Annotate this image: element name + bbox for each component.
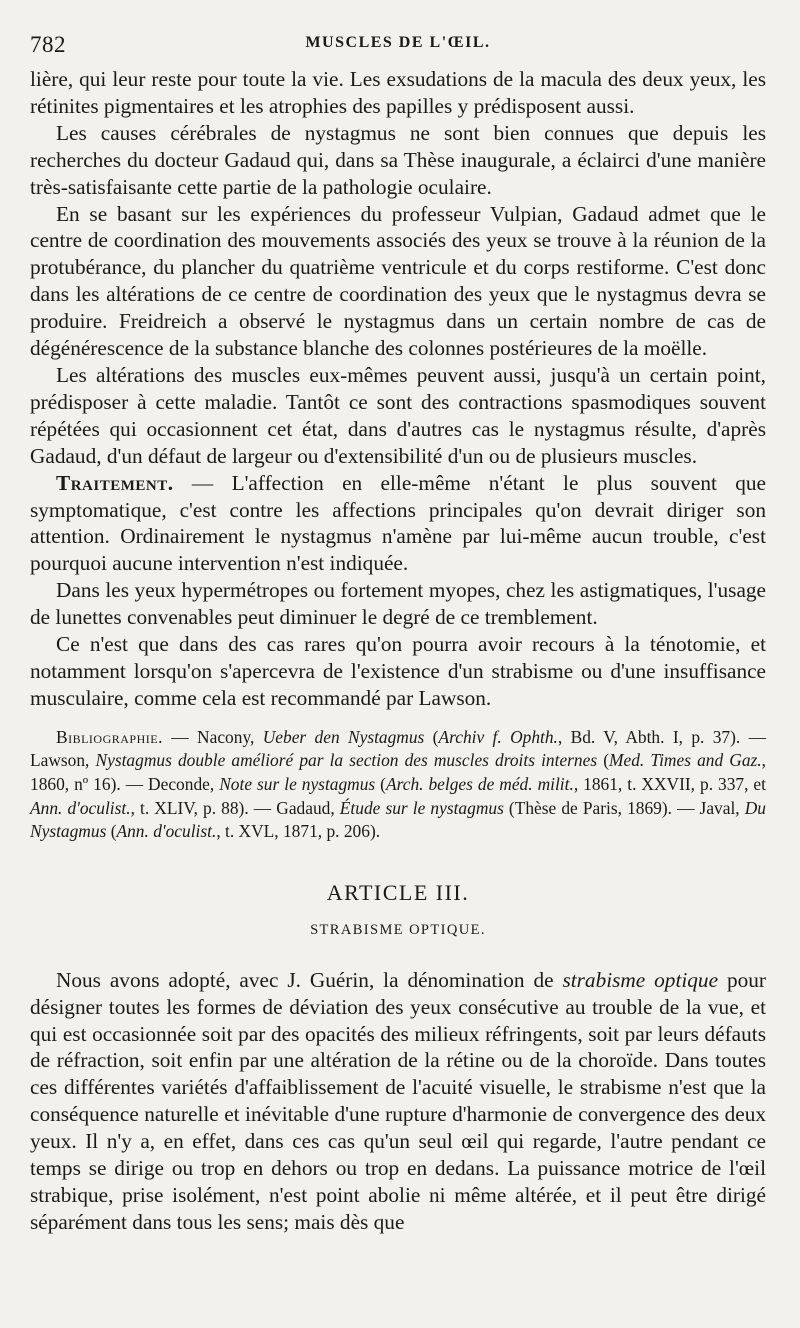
paragraph: lière, qui leur reste pour toute la vie. Les exsudations de la macula des deux yeux, les rétinites pigmentaires et les atrophies des papilles y prédisposent aussi.	[30, 67, 766, 118]
paragraph-text: pour désigner toutes les formes de déviation des yeux consécutive au trouble de la vue, et qui est occasionnée soit par des opacités des milieux réfringents, soit par leurs défauts de réfraction, soit enfin par une altération de la rétine ou de la choroïde. Dans toutes ces différentes variétés d'affaiblissement de l'acuité visuelle, le strabisme n'est que la conséquence naturelle et inévitable d'une rupture d'harmonie de convergence des deux yeux. Il n'y a, en effet, dans ces cas qu'un seul œil qui regarde, l'autre pendant ce temps se dirige ou trop en dehors ou trop en dedans. La puissance motrice de l'œil strabique, prise isolément, n'est point abolie ni même altérée, et il peut être dirigé séparément dans tous les sens; mais dès que	[30, 967, 766, 1234]
bib-segment: (	[597, 750, 610, 771]
page-number: 782	[30, 32, 66, 57]
paragraph: En se basant sur les expériences du professeur Vulpian, Gadaud admet que le centre de coordination des mouvements associés des yeux se trouve à la réunion de la protubérance, du plancher du quatrième ventricule et du corps restiforme. C'est donc dans les altérations de ce centre de coordination des yeux que le nystagmus devra se produire. Freidreich a observé le nystagmus dans un certain nombre de cas de dégénérescence de la substance blanche des colonnes postérieures de la moëlle.	[30, 201, 766, 361]
paragraph	[30, 470, 766, 578]
paragraph: Les causes cérébrales de nystagmus ne sont bien connues que depuis les recherches du docteur Gadaud qui, dans sa Thèse inaugurale, a éclairci d'une manière très-satisfaisante cette partie de la pathologie oculaire.	[30, 120, 766, 199]
bib-segment: (	[375, 773, 386, 794]
bib-title: Note sur le nystagmus	[219, 773, 376, 794]
page-header	[30, 26, 766, 66]
main-text	[30, 66, 766, 712]
bibliography	[30, 726, 766, 844]
running-title: MUSCLES DE L'ŒIL.	[305, 34, 491, 51]
paragraph: Les altérations des muscles eux-mêmes peuvent aussi, jusqu'à un certain point, prédisposer à cette maladie. Tantôt ce sont des contractions spasmodiques souvent répétées qui occasionnent cet état, dans d'autres cas le nystagmus résulte, d'après Gadaud, d'un défaut de largeur ou d'extensibilité d'un ou de plusieurs muscles.	[30, 362, 766, 468]
bib-segment: , t. XLIV, p. 88). — Gadaud,	[130, 797, 340, 818]
bib-title: Ueber den Nystagmus	[262, 726, 425, 747]
bib-title: Étude sur le nystagmus	[339, 797, 504, 818]
italic-term: strabisme optique	[562, 967, 719, 992]
article-heading: ARTICLE III.	[326, 879, 470, 905]
bib-segment: (	[106, 821, 117, 842]
bibliography-label: Bibliographie.	[56, 726, 163, 747]
bib-title: Du Nystagmus	[30, 797, 766, 842]
bibliography-text	[30, 726, 766, 844]
treatment-heading: Traitement.	[56, 470, 174, 495]
bib-title: Nystagmus double amélioré par la section des muscles droits internes	[95, 750, 598, 771]
paragraph-text: — L'affection en elle-même n'étant le plus souvent que symptomatique, c'est contre les affections principales qu'on devrait diriger son attention. Ordinairement le nystagmus n'amène par lui-même aucun trouble, c'est pourquoi aucune intervention n'est indiquée.	[30, 470, 766, 576]
bib-journal: Arch. belges de méd. milit.	[385, 773, 574, 794]
bib-journal: Ann. d'oculist.	[30, 797, 131, 818]
article-text	[30, 967, 766, 1236]
bib-segment: , 1861, t. XXVII, p. 337, et	[573, 773, 766, 794]
paragraph-text: Nous avons adopté, avec J. Guérin, la dénomination de	[56, 967, 563, 992]
bib-segment: , 1860, nº 16). — Deconde,	[30, 750, 767, 794]
paragraph: Dans les yeux hypermétropes ou fortement myopes, chez les astigmatiques, l'usage de lunettes convenables peut diminuer le degré de ce tremblement.	[30, 578, 766, 630]
bib-segment: (	[424, 726, 439, 747]
bib-segment: (Thèse de Paris, 1869). — Javal,	[503, 797, 745, 818]
section-title: STRABISME OPTIQUE.	[310, 921, 486, 938]
bib-journal: Med. Times and Gaz.	[609, 750, 762, 771]
bib-journal: Archiv f. Ophth.	[438, 726, 558, 747]
bib-segment: , t. XVL, 1871, p. 206).	[216, 821, 381, 842]
bib-journal: Ann. d'oculist.	[116, 821, 217, 842]
bib-segment: — Nacony,	[162, 726, 263, 747]
paragraph	[30, 967, 766, 1236]
bib-segment: , Bd. V, Abth. I, p. 37). — Lawson,	[30, 726, 766, 771]
paragraph: Ce n'est que dans des cas rares qu'on pourra avoir recours à la ténotomie, et notamment lorsqu'on s'apercevra de l'existence d'un strabisme ou d'une insuffisance musculaire, comme cela est recommandé par Lawson.	[30, 632, 766, 710]
